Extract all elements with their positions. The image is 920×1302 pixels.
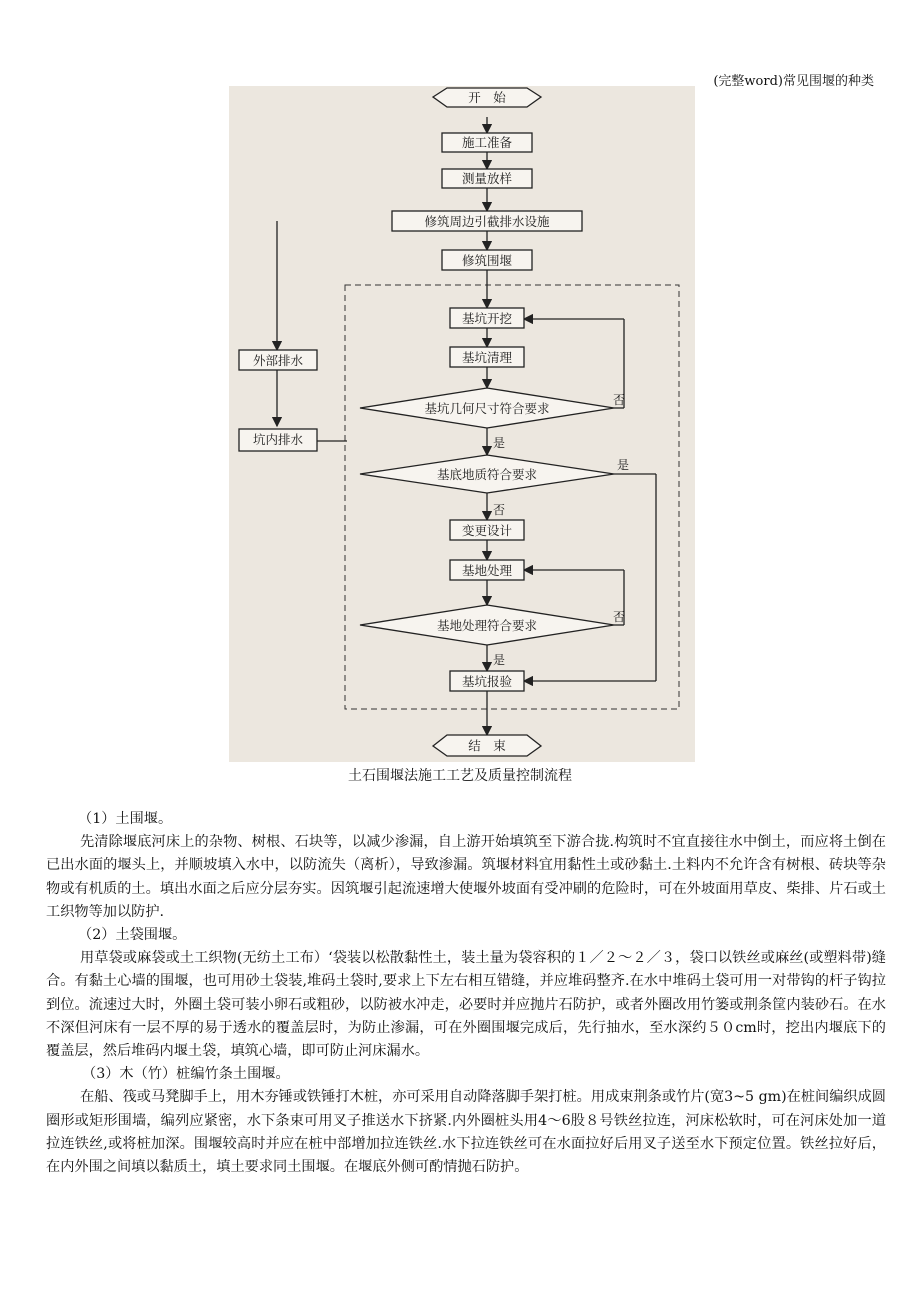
geometry-no-label: 否 [613,393,626,407]
external-drain-label: 外部排水 [252,353,304,368]
figure-caption: 土石围堰法施工工艺及质量控制流程 [348,768,572,784]
geometry-yes-label: 是 [493,436,506,450]
prep-label: 施工准备 [461,135,513,150]
clean-label: 基坑清理 [461,350,513,365]
section-heading: （3）木（竹）桩编竹条土围堰。 [82,1066,290,1083]
treatment-no-label: 否 [613,610,626,624]
survey-label: 测量放样 [461,171,513,186]
change-design-label: 变更设计 [461,523,513,538]
section-heading: （2）土袋围堰。 [78,927,187,944]
document-header: (完整word)常见围堰的种类 [713,74,874,89]
treatment-yes-label: 是 [493,653,506,667]
flowchart-svg [229,86,695,762]
build-cofferdam-label: 修筑围堰 [461,253,513,268]
treatment-decision-label: 基地处理符合要求 [436,618,538,633]
flowchart-figure [229,86,695,762]
section-paragraph: 先清除堰底河床上的杂物、树根、石块等，以减少渗漏，自上游开始填筑至下游合拢.构筑时不宜直接往水中倒土，而应将土倒在已出水面的堰头上，并顺坡填入水中，以防流失（离析），导致渗漏。筑堰材料宜用黏性土或砂黏土.土料内不允许含有树根、砖块等杂物或有机质的土。填出水面之后应分层夯实。因筑堰引起流速增大使堰外坡面有受冲刷的危险时，可在外坡面用草皮、柴排、片石或土工织物等加以防护. [46,834,886,920]
excavate-label: 基坑开挖 [461,311,513,326]
geology-decision-label: 基底地质符合要求 [436,467,538,482]
section-paragraph: 用草袋或麻袋或土工织物(无纺土工布）‘袋装以松散黏性土，装土量为袋容积的１／２～２／３，袋口以铁丝或麻丝(或塑料带)缝合。有黏土心墙的围堰，也可用砂土袋装,堆码土袋时,要求上下左右相互错缝，并应堆码整齐.在水中堆码土袋可用一对带钩的杆子钩拉到位。流速过大时，外圈土袋可装小卵石或粗砂，以防被水冲走，必要时并应抛片石防护，或者外圈改用竹篓或荆条筐内装砂石。在水不深但河床有一层不厚的易于透水的覆盖层时，为防止渗漏，可在外圈围堰完成后，先行抽水，至水深约５０cm时，挖出内堰底下的覆盖层，然后堆码内堰土袋，填筑心墙，即可防止河床漏水。 [46,950,886,1060]
end-label: 结 束 [468,738,506,753]
geometry-decision-label: 基坑几何尺寸符合要求 [424,401,550,416]
pit-drain-label: 坑内排水 [252,432,304,447]
start-label: 开 始 [468,90,506,105]
geology-yes-label: 是 [617,458,630,472]
foundation-treat-label: 基地处理 [461,563,513,578]
body-content [46,808,886,1179]
drainage-setup-label: 修筑周边引截排水设施 [424,214,550,229]
inspection-label: 基坑报验 [461,674,513,689]
geology-no-label: 否 [493,503,506,517]
section-paragraph: 在船、筏或马凳脚手上，用木夯锤或铁锤打木桩，亦可采用自动降落脚手架打桩。用成束荆条或竹片(宽3~5 gm)在桩间编织成圆圈形或矩形围墙，编列应紧密，水下条束可用叉子推送水下挤紧.内外圈桩头用4～6股８号铁丝拉连，河床松软时，可在河床处加一道拉连铁丝,或将桩加深。围堰较高时并应在桩中部增加拉连铁丝.水下拉连铁丝可在水面拉好后用叉子送至水下预定位置。铁丝拉好后，在内外围之间填以黏质土，填土要求同土围堰。在堰底外侧可酌情抛石防护。 [46,1089,886,1176]
section-heading: （1）土围堰。 [78,811,173,827]
